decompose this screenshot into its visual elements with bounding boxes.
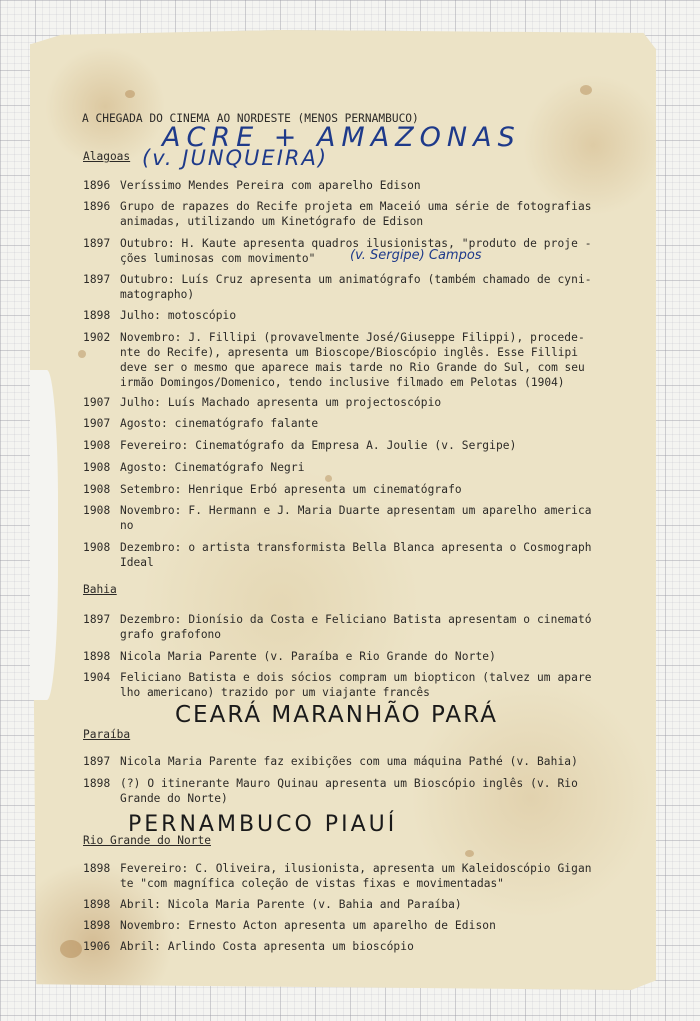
stain [78, 350, 86, 358]
entry-year: 1898 Nicola Maria Parente (v. Paraíba e Rio Grande do Norte) [83, 650, 496, 663]
entry-line: irmão Domingos/Domenico, tendo inclusive filmado em Pelotas (1904) [120, 376, 565, 389]
entry-line: matographo) [120, 288, 195, 301]
entry-year: 1897 Outubro: H. Kaute apresenta quadros ilusionistas, "produto de proje - [83, 237, 592, 250]
entry-year: 1898 (?) O itinerante Mauro Quinau apresenta um Bioscópio inglês (v. Rio [83, 777, 578, 790]
entry-year: 1907 Julho: Luís Machado apresenta um projectoscópio [83, 396, 442, 409]
entry-year: 1898 Julho: motoscópio [83, 309, 237, 322]
entry-year: 1897 Nicola Maria Parente faz exibições com uma máquina Pathé (v. Bahia) [83, 755, 578, 768]
entry-line: lho americano) trazido por um viajante francês [120, 686, 430, 699]
entry-year: 1908 Setembro: Henrique Erbó apresenta um cinematógrafo [83, 483, 462, 496]
section-heading-bahia: Bahia [83, 583, 117, 596]
handwritten-note-sergipe: (v. Sergipe) Campos [350, 248, 482, 263]
entry-line: no [120, 519, 134, 532]
entry-line: deve ser o mesmo que aparece mais tarde no Rio Grande do Sul, com seu [120, 361, 585, 374]
document-title: A CHEGADA DO CINEMA AO NORDESTE (MENOS PERNAMBUCO) [82, 112, 419, 125]
stain [580, 85, 592, 95]
entry-line: Grande do Norte) [120, 792, 228, 805]
entry-line: nte do Recife), apresenta um Bioscope/Bioscópio inglês. Esse Fillipi [120, 346, 579, 359]
entry-year: 1898 Abril: Nicola Maria Parente (v. Bahia and Paraíba) [83, 898, 462, 911]
entry-year: 1897 Outubro: Luís Cruz apresenta um animatógrafo (também chamado de cyni- [83, 273, 592, 286]
section-heading-paraiba: Paraíba [83, 728, 131, 741]
entry-year: 1898 Novembro: Ernesto Acton apresenta um aparelho de Edison [83, 919, 496, 932]
paper-tear [30, 370, 58, 700]
entry-year: 1898 Fevereiro: C. Oliveira, ilusionista, apresenta um Kaleidoscópio Gigan [83, 862, 592, 875]
handwritten-note-junqueira: (v. JUNQUEIRA) [142, 146, 329, 170]
entry-year: 1896 Veríssimo Mendes Pereira com aparelho Edison [83, 179, 421, 192]
stain [325, 475, 332, 482]
entry-year: 1897 Dezembro: Dionísio da Costa e Feliciano Batista apresentam o cinemató [83, 613, 592, 626]
entry-year: 1908 Agosto: Cinematógrafo Negri [83, 461, 305, 474]
entry-year: 1908 Dezembro: o artista transformista Bella Blanca apresenta o Cosmograph [83, 541, 592, 554]
stain [60, 940, 82, 958]
section-heading-rio-grande-do-norte: Rio Grande do Norte [83, 834, 211, 847]
entry-year: 1896 Grupo de rapazes do Recife projeta em Maceió uma série de fotografias [83, 200, 592, 213]
stain [125, 90, 135, 98]
entry-line: te "com magnífica coleção de vistas fixas e movimentadas" [120, 877, 504, 890]
handwritten-note-acre: ACRE + AMAZONAS [162, 122, 521, 153]
entry-year: 1907 Agosto: cinematógrafo falante [83, 417, 319, 430]
entry-year: 1908 Fevereiro: Cinematógrafo da Empresa A. Joulie (v. Sergipe) [83, 439, 517, 452]
section-heading-alagoas: Alagoas [83, 150, 131, 163]
entry-year: 1908 Novembro: F. Hermann e J. Maria Duarte apresentam um aparelho america [83, 504, 592, 517]
entry-line: Ideal [120, 556, 154, 569]
handwritten-note-pernambuco: PERNAMBUCO PIAUÍ [128, 812, 398, 837]
entry-line: ções luminosas com movimento" [120, 252, 316, 265]
entry-year: 1902 Novembro: J. Fillipi (provavelmente José/Giuseppe Filippi), procede- [83, 331, 585, 344]
entry-line: grafo grafofono [120, 628, 222, 641]
handwritten-note-ceara: CEARÁ MARANHÃO PARÁ [175, 702, 498, 728]
entry-line: animadas, utilizando um Kinetógrafo de Edison [120, 215, 424, 228]
entry-year: 1906 Abril: Arlindo Costa apresenta um bioscópio [83, 940, 414, 953]
entry-year: 1904 Feliciano Batista e dois sócios compram um biopticon (talvez um apare [83, 671, 592, 684]
stain [465, 850, 474, 857]
